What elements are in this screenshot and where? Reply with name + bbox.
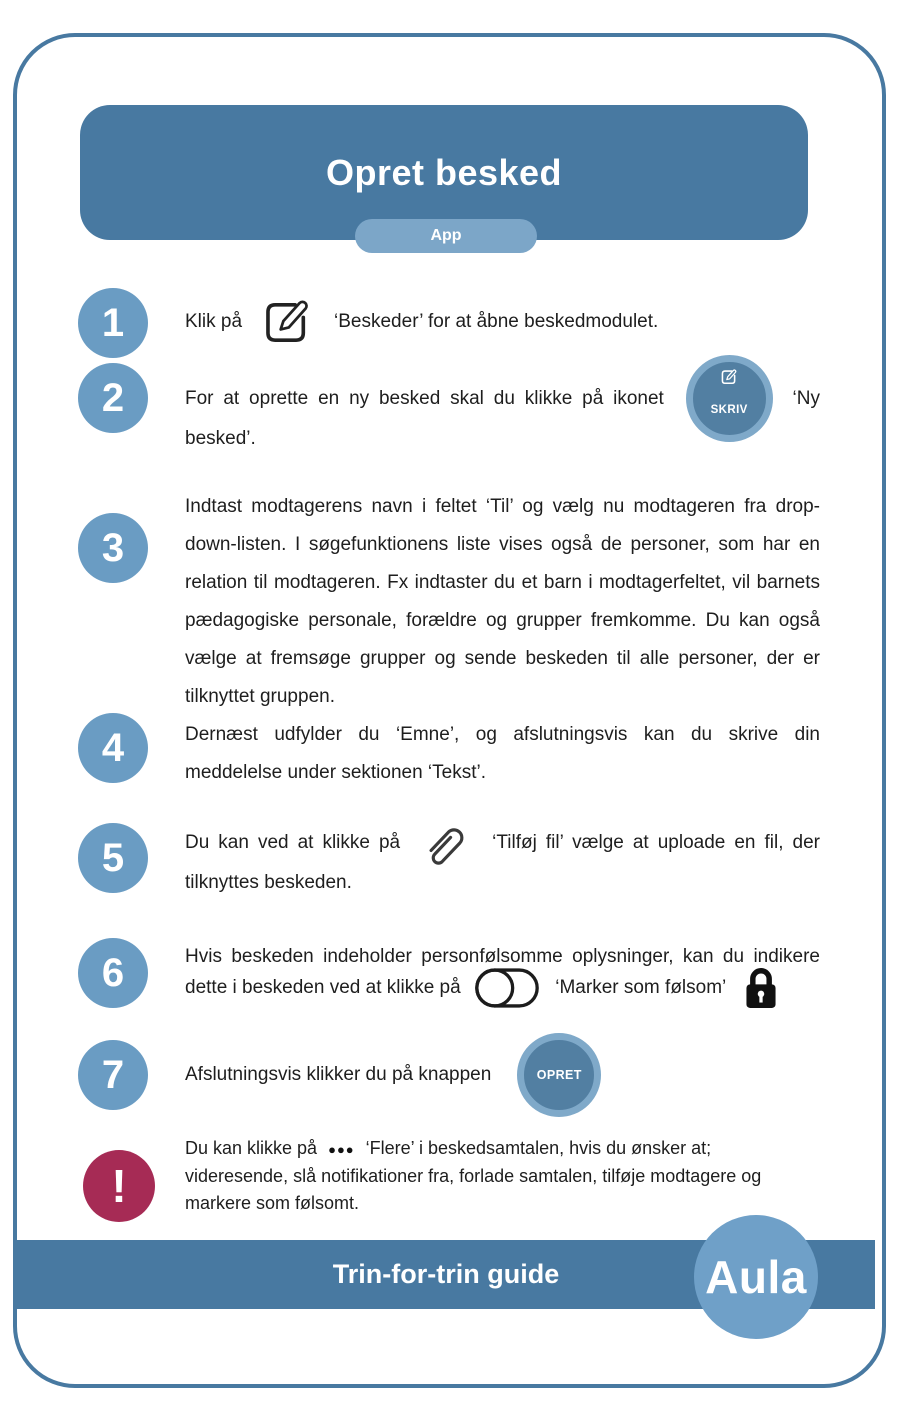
step-7-text [185, 1031, 820, 1119]
exclamation-icon: ! [111, 1160, 127, 1212]
guide-card [13, 33, 886, 1388]
platform-badge-label: App [430, 227, 462, 244]
footer-label: Trin-for-trin guide [332, 1259, 560, 1289]
step-2-text [185, 379, 820, 459]
step-5-text-after: ‘Tilføj fil’ vælge at uploade en fil, der tilknyttes beskeden. [185, 832, 820, 893]
step-number: 4 [101, 725, 125, 770]
step-1-text [185, 285, 820, 359]
note-text [185, 1135, 777, 1217]
compose-icon [258, 293, 316, 351]
step-number: 7 [101, 1052, 125, 1097]
step-1-text-after: ‘Beskeder’ for at åbne beskedmodulet. [334, 311, 659, 332]
aula-logo [694, 1215, 818, 1339]
compose-icon [719, 367, 739, 387]
step-number-badge [78, 1040, 148, 1110]
opret-button [517, 1033, 601, 1117]
step-2-text-before: For at oprette en ny besked skal du klikke på ikonet [185, 388, 664, 409]
step-number: 5 [101, 835, 125, 880]
step-number: 2 [101, 375, 125, 420]
step-1-text-before: Klik på [185, 311, 243, 332]
step-number: 3 [101, 525, 125, 570]
opret-button-label: OPRET [536, 1068, 582, 1082]
page-title: Opret besked [325, 151, 563, 193]
step-5-text-before: Du kan ved at klikke på [185, 832, 401, 853]
step-4-text: Dernæst udfylder du ‘Emne’, og afslutningsvis kan du skrive din meddelelse under sektionen ‘Tekst’. [185, 724, 820, 783]
platform-badge [355, 219, 537, 253]
step-3-text: Indtast modtagerens navn i feltet ‘Til’ og vælg nu modtageren fra drop-down-listen. I søgefunktionens liste vises også de personer, som har en relation til modtageren. Fx indtaster du et barn i modtagerfeltet, vil barnets pædagogiske personale, forældre og grupper fremkomme. Du kan også vælge at fremsøge grupper og sende beskeden til alle personer, der er tilknyttet gruppen. [185, 496, 820, 707]
skriv-button [686, 355, 773, 442]
step-number: 6 [101, 950, 125, 995]
step-6-text-before: Hvis beskeden indeholder personfølsomme oplysninger, kan du indikere dette i beskeden ved at klikke på [185, 946, 820, 998]
skriv-button-label: SKRIV [710, 404, 748, 417]
lock-icon [741, 965, 781, 1011]
aula-logo-text: Aula [705, 1251, 807, 1303]
step-2-text-after: ‘Ny besked’. [185, 388, 820, 449]
note-text-after: ‘Flere’ i beskedsamtalen, hvis du ønsker at; videresende, slå notifikationer fra, forlade samtalen, tilføje modtagere og markere som følsomt. [185, 1138, 762, 1213]
paperclip-icon [419, 815, 471, 871]
step-number-badge [78, 513, 148, 583]
step-number-badge [78, 288, 148, 358]
toggle-label: ‘Marker som følsom’ [555, 977, 726, 998]
toggle-icon [474, 967, 540, 1009]
step-number-badge [78, 713, 148, 783]
step-5-text [185, 823, 820, 903]
step-6-text [185, 941, 820, 1003]
step-7-text-before: Afslutningsvis klikker du på knappen [185, 1064, 492, 1085]
step-number-badge [78, 823, 148, 893]
step-number-badge [78, 363, 148, 433]
step-number: 1 [101, 300, 125, 345]
more-icon: ●●● [328, 1142, 355, 1157]
note-text-before: Du kan klikke på [185, 1138, 318, 1158]
step-number-badge [78, 938, 148, 1008]
alert-badge [83, 1150, 155, 1222]
